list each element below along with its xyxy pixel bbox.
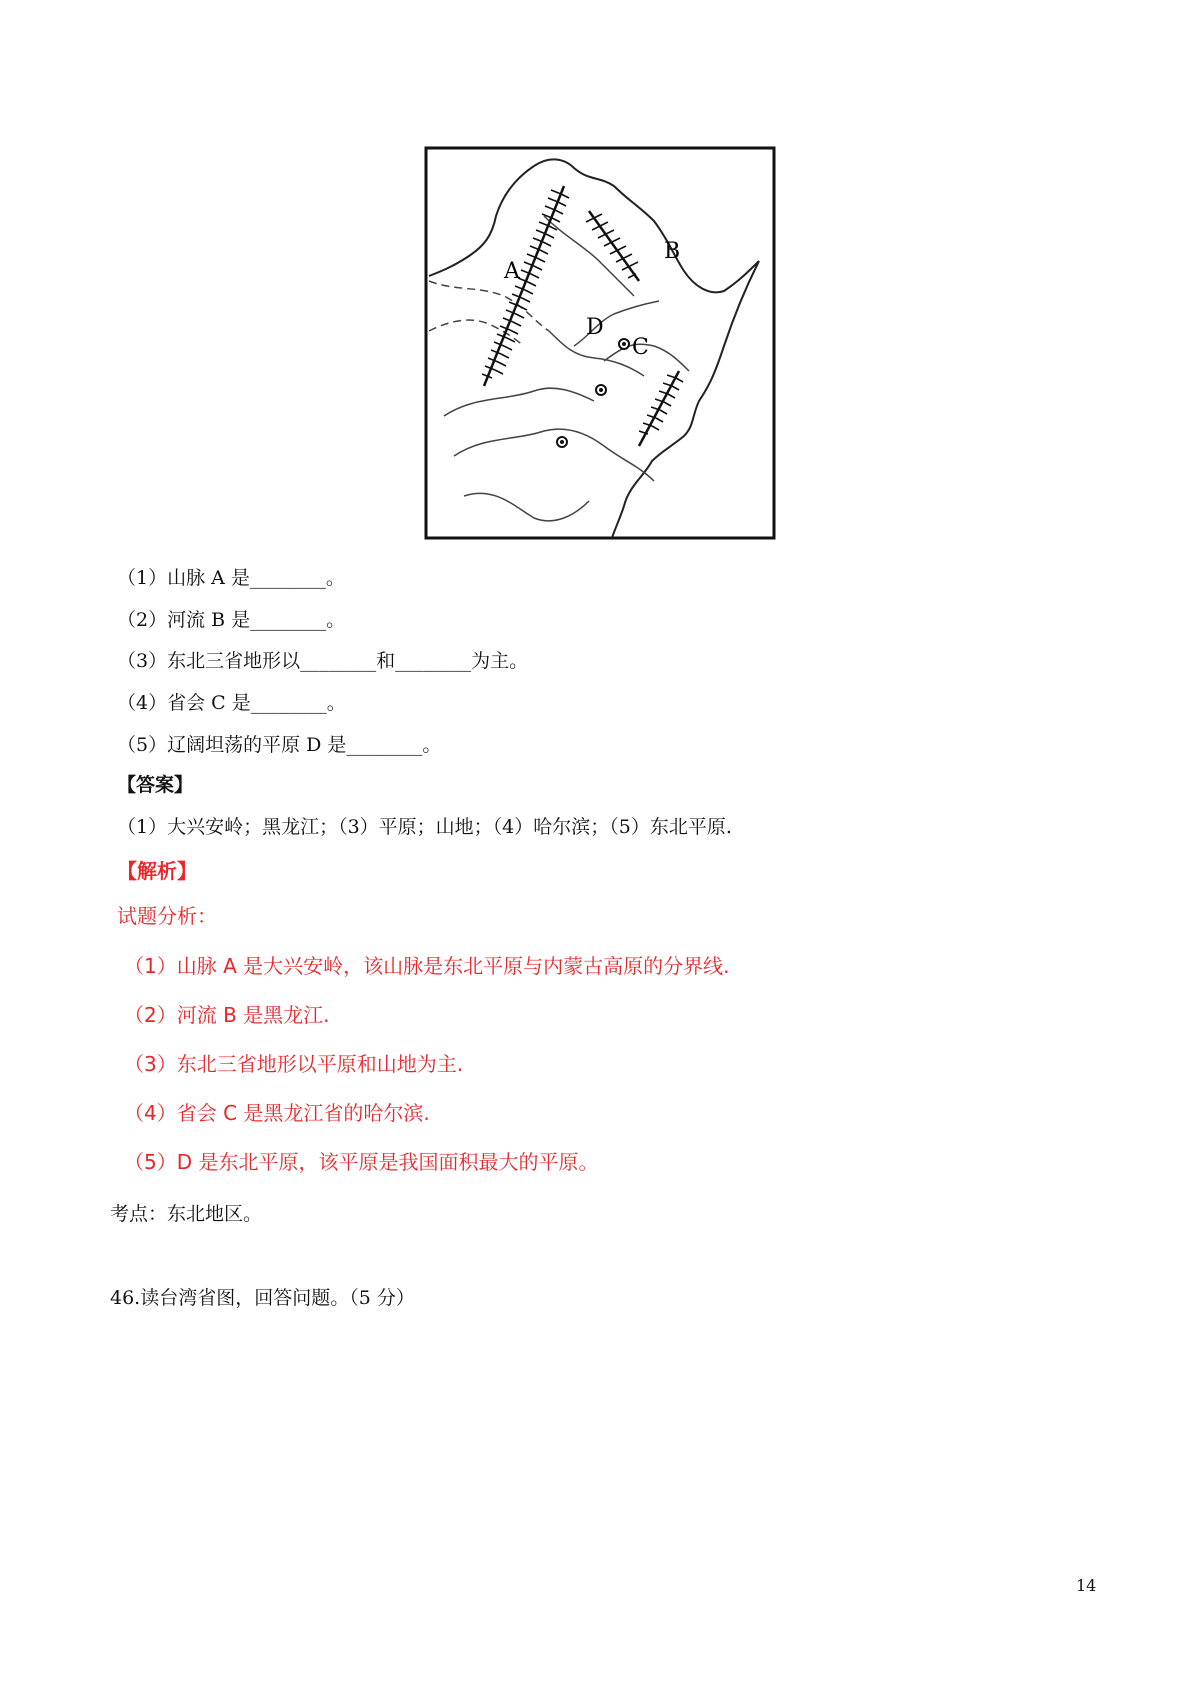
label-d: D [586, 315, 604, 340]
question-3: （3）东北三省地形以________和________为主。 [117, 650, 529, 672]
question-5: （5）辽阔坦荡的平原 D 是________。 [117, 734, 442, 756]
analysis-subheading: 试题分析： [117, 904, 217, 928]
analysis-item-4: （4）省会 C 是黑龙江省的哈尔滨. [124, 1101, 430, 1125]
map-frame [426, 148, 774, 538]
city-dot [560, 440, 564, 444]
question-1: （1）山脉 A 是________。 [117, 567, 345, 589]
label-b: B [664, 239, 681, 264]
answer-heading: 【答案】 [117, 774, 194, 796]
northeast-china-map [424, 146, 776, 540]
city-dot [599, 388, 603, 392]
label-a: A [504, 259, 520, 284]
next-question: 46.读台湾省图，回答问题。（5 分） [110, 1287, 415, 1309]
analysis-heading: 【解析】 [117, 859, 197, 883]
analysis-item-3: （3）东北三省地形以平原和山地为主. [124, 1052, 464, 1076]
answer-text: （1）大兴安岭；黑龙江；（3）平原；山地；（4）哈尔滨；（5）东北平原. [117, 816, 732, 838]
analysis-item-5: （5）D 是东北平原，该平原是我国面积最大的平原。 [124, 1150, 599, 1174]
kaodian-text: 考点：东北地区。 [110, 1203, 263, 1225]
map-svg [424, 146, 776, 540]
question-4: （4）省会 C 是________。 [117, 692, 346, 714]
analysis-item-1: （1）山脉 A 是大兴安岭，该山脉是东北平原与内蒙古高原的分界线. [124, 954, 730, 978]
question-2: （2）河流 B 是________。 [117, 609, 346, 631]
analysis-item-2: （2）河流 B 是黑龙江. [124, 1003, 330, 1027]
city-c-dot [622, 342, 626, 346]
page-number: 14 [1076, 1576, 1097, 1595]
label-c: C [632, 335, 649, 360]
